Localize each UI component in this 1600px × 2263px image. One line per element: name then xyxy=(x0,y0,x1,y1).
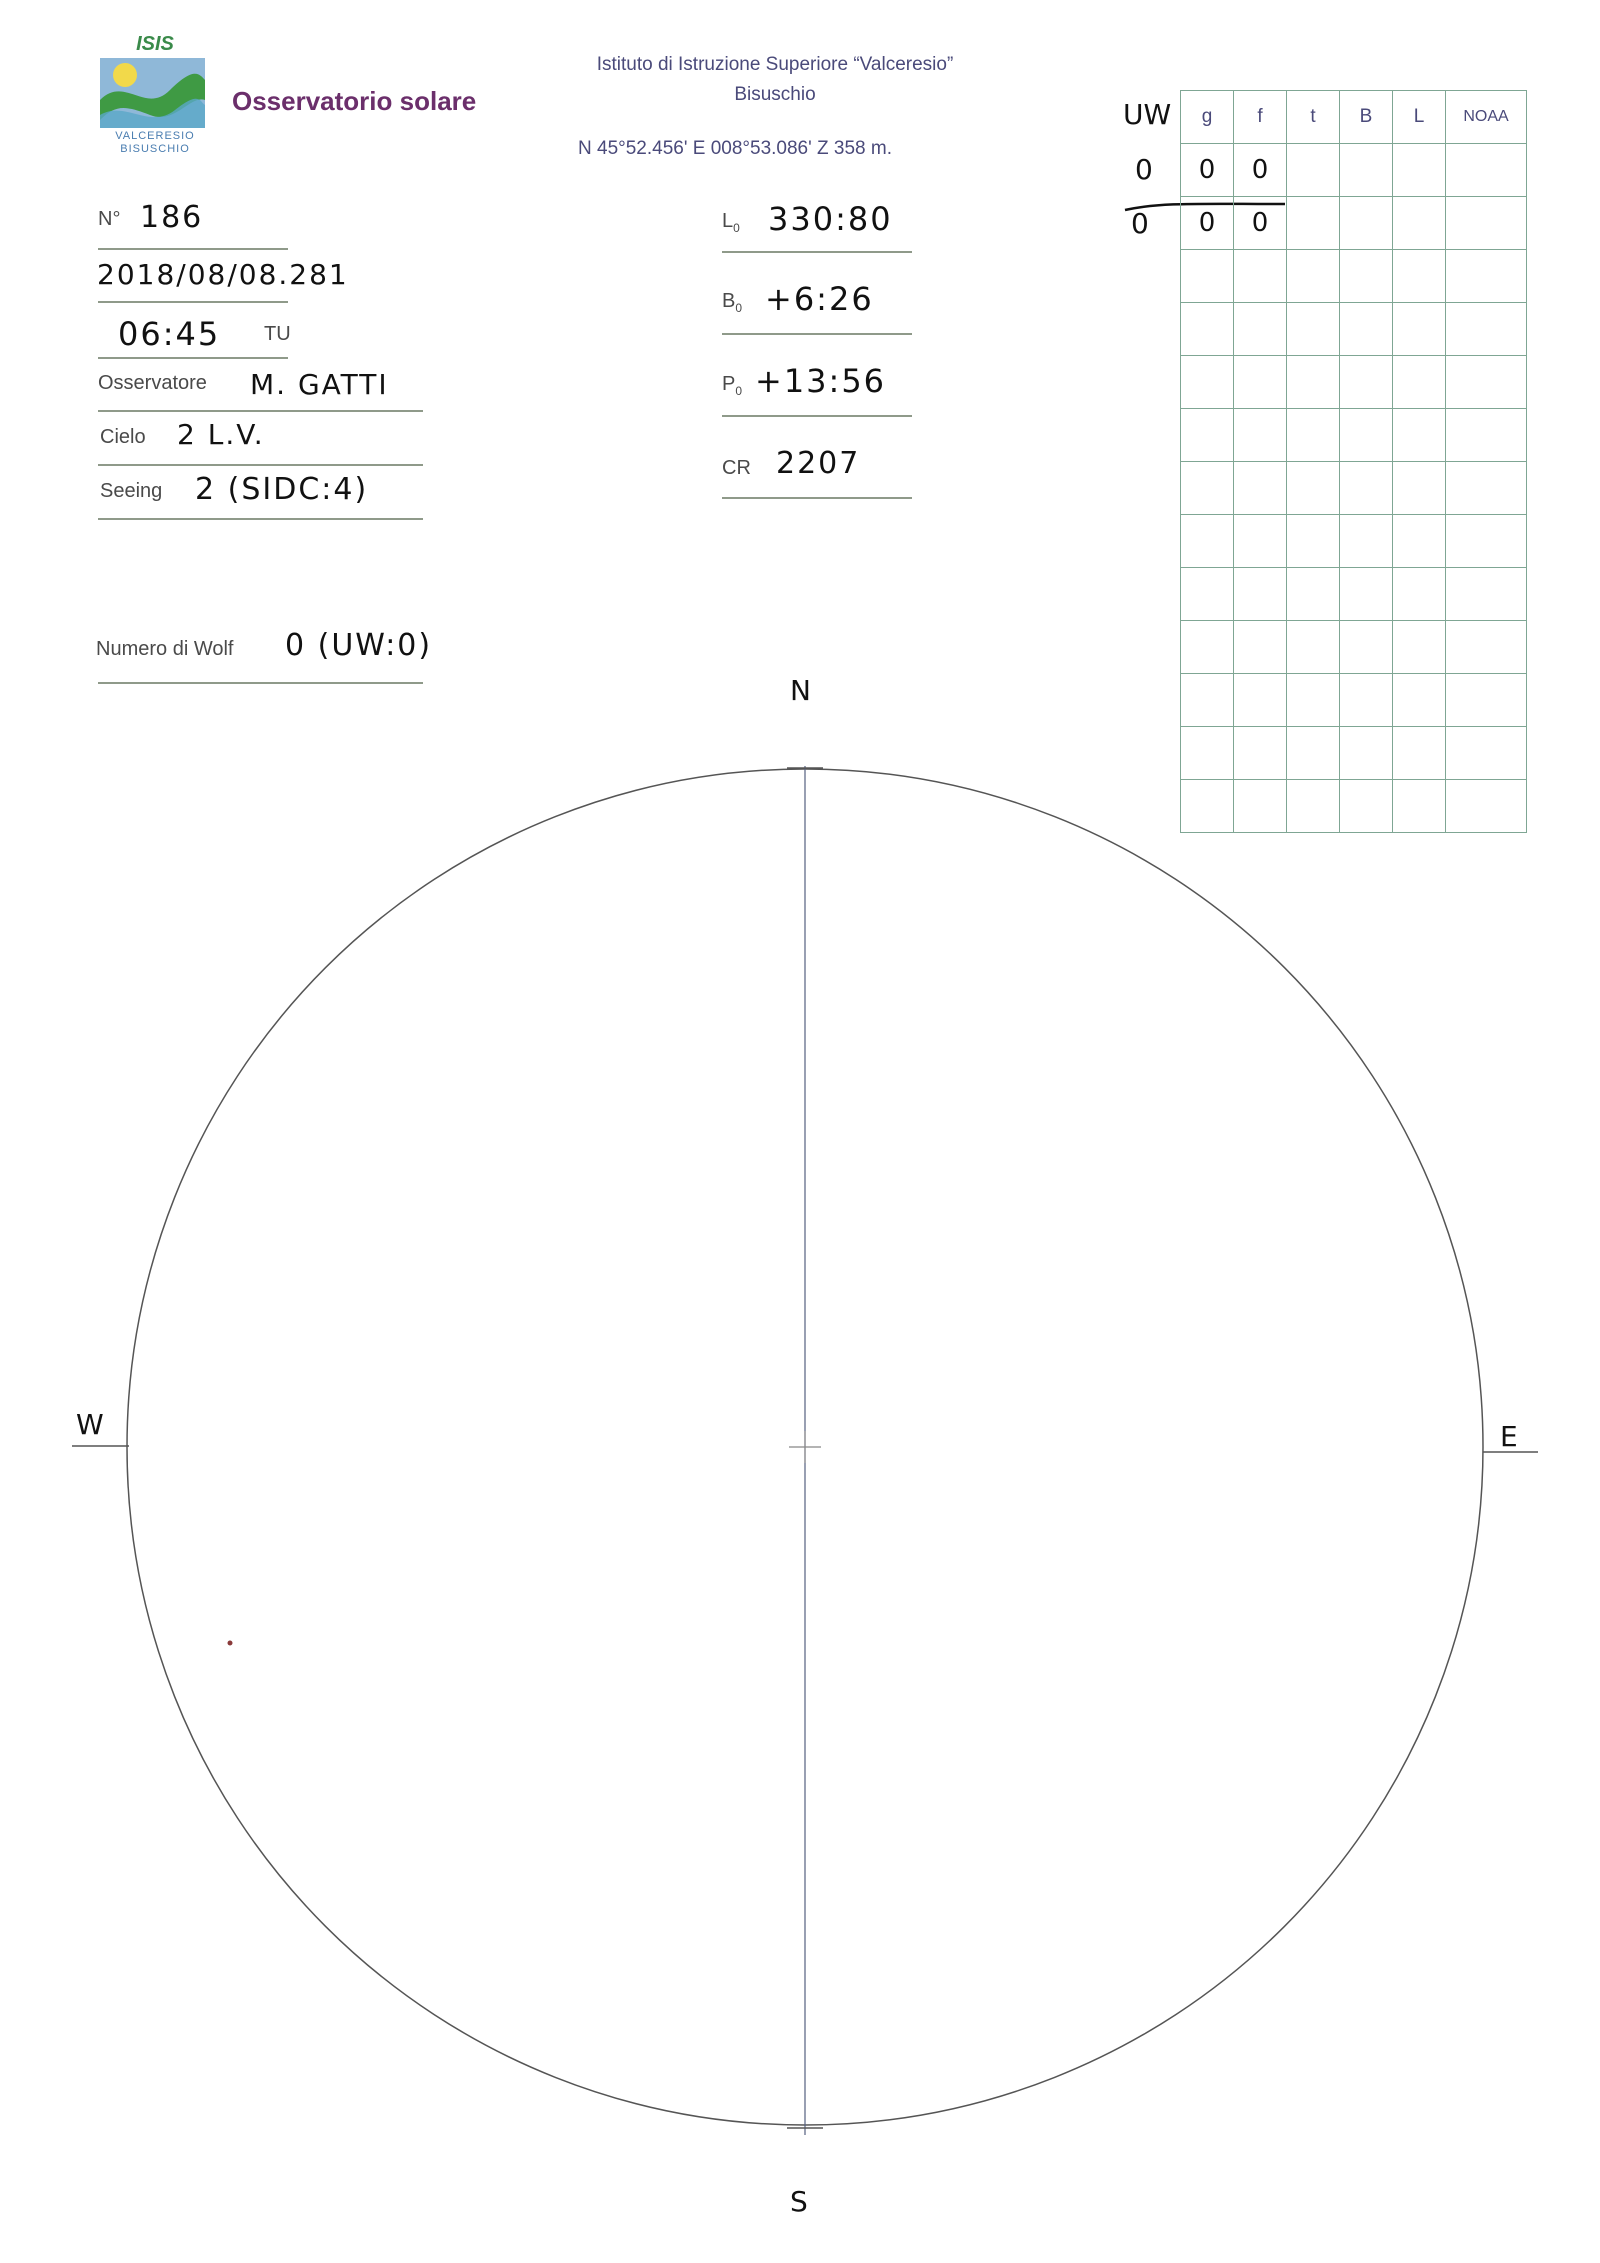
row1-f: 0 xyxy=(1251,155,1269,185)
institute-name: Istituto di Istruzione Superiore “Valceresio” xyxy=(596,54,954,75)
p0-label: $P_0$ xyxy=(722,373,743,398)
logo-caption-1: VALCERESIO xyxy=(115,130,195,142)
l0-label: $L_0$ xyxy=(722,210,740,235)
logo-caption-2: BISUSCHIO xyxy=(120,143,190,155)
sky-value: 2 L.V. xyxy=(177,418,265,451)
cr-value: 2207 xyxy=(776,446,861,481)
observer-label: Osservatore xyxy=(98,372,207,394)
uw-row-1: 0 xyxy=(1135,153,1153,186)
date-value: 2018/08/08.281 xyxy=(97,258,349,291)
header-noaa: NOAA xyxy=(1446,91,1527,144)
row2-f: 0 xyxy=(1251,208,1269,238)
institute-location: Bisuschio xyxy=(734,84,816,105)
b0-label: $B_0$ xyxy=(722,290,743,315)
seeing-label: Seeing xyxy=(100,480,163,502)
header-l: L xyxy=(1393,91,1446,144)
header-t: t xyxy=(1287,91,1340,144)
cr-label: CR xyxy=(722,457,751,479)
number-value: 186 xyxy=(140,200,204,235)
sky-label: Cielo xyxy=(100,426,146,448)
row1-g: 0 xyxy=(1198,155,1216,185)
header-f: f xyxy=(1234,91,1287,144)
seeing-value: 2 (SIDC:4) xyxy=(195,472,369,507)
number-label: N° xyxy=(98,208,121,230)
uw-row-2: 0 xyxy=(1131,207,1149,240)
north-label: N xyxy=(790,674,811,707)
wolf-value: 0 (UW:0) xyxy=(285,628,433,663)
logo-acronym: ISIS xyxy=(136,33,174,55)
south-label: S xyxy=(790,2185,808,2218)
observer-value: M. GATTI xyxy=(250,368,389,401)
page-title: Osservatorio solare xyxy=(232,86,477,116)
east-label: E xyxy=(1500,1420,1518,1453)
observatory-coordinates: N 45°52.456' E 008°53.086' Z 358 m. xyxy=(578,138,892,159)
p0-value: +13:56 xyxy=(755,362,887,400)
speck-mark xyxy=(228,1641,233,1646)
row2-g: 0 xyxy=(1198,208,1216,238)
l0-value: 330:80 xyxy=(768,200,893,238)
uw-label: UW xyxy=(1123,98,1172,131)
header-g: g xyxy=(1181,91,1234,144)
time-unit: TU xyxy=(264,323,291,345)
b0-value: +6:26 xyxy=(765,280,874,318)
header-b: B xyxy=(1340,91,1393,144)
west-label: W xyxy=(76,1408,104,1441)
time-value: 06:45 xyxy=(118,315,221,353)
wolf-label: Numero di Wolf xyxy=(96,638,234,660)
